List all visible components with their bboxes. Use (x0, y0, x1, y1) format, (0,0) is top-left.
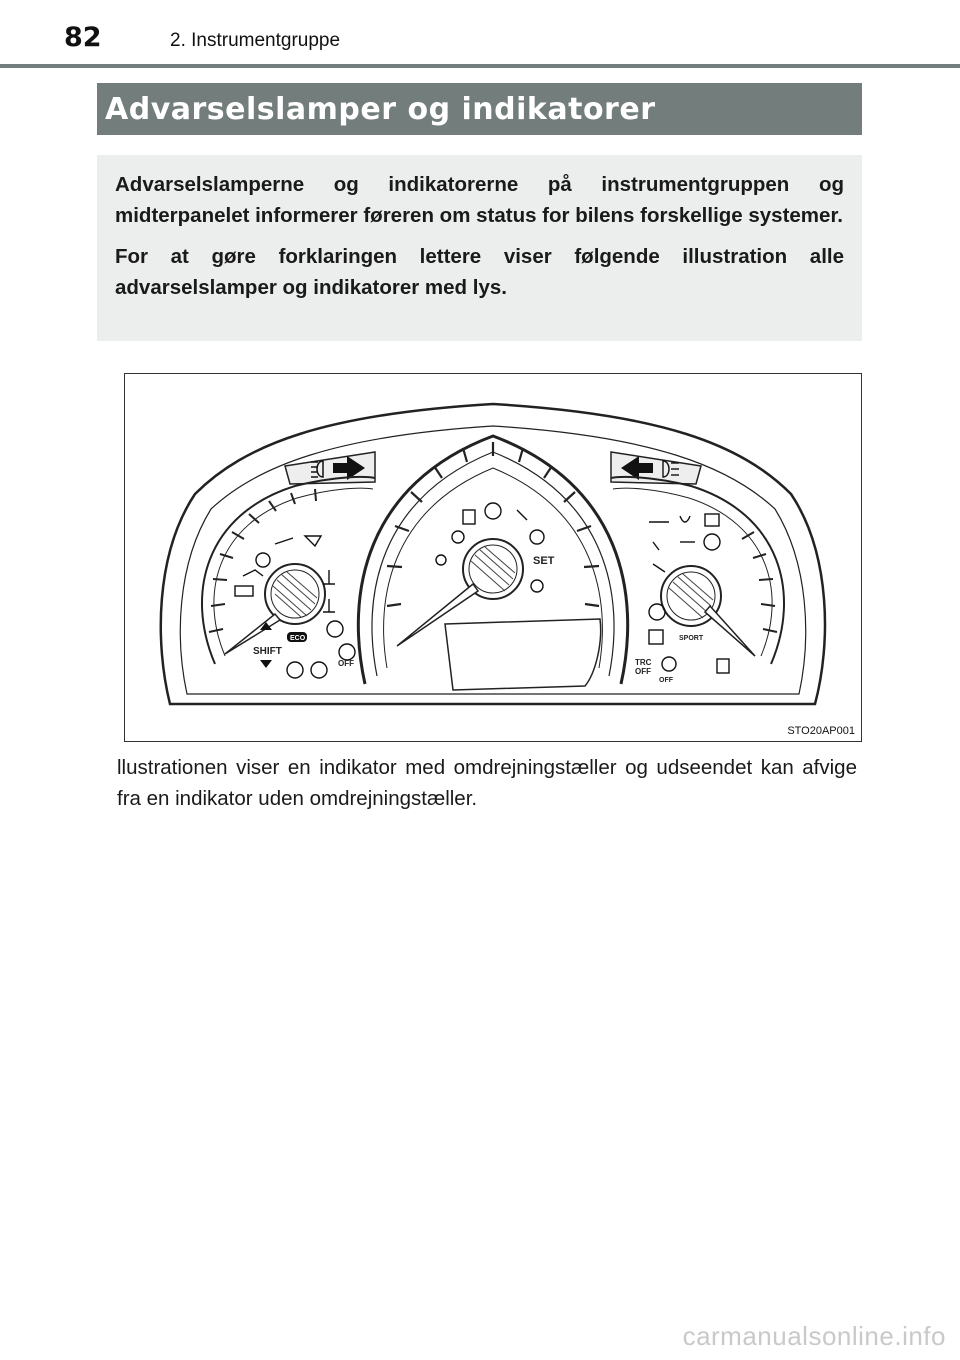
intro-paragraph-2: For at gøre forklaringen lettere viser følgende illustration alle advarselslamper og indikatorer med lys. (115, 245, 844, 299)
maintenance-wrench-icon (275, 538, 293, 544)
chapter-title: 2. Instrumentgruppe (170, 30, 341, 51)
section-title: Advarselslamper og indikatorer (105, 91, 656, 127)
page-number: 82 (64, 22, 102, 53)
sport-label: SPORT (679, 635, 704, 642)
rear-fog-icon (653, 564, 665, 572)
indicator-lamp-1-icon (287, 662, 303, 678)
fuel-needle (705, 606, 755, 656)
auto-stop-start-icon (327, 621, 343, 637)
trc-off-label: OFF (635, 667, 651, 676)
lane-departure-icon (649, 630, 663, 644)
engine-warning-icon (256, 553, 270, 567)
coolant-temp-icon (323, 570, 335, 584)
intro-box (97, 155, 862, 341)
indicator-lamp-2-icon (311, 662, 327, 678)
figure-caption: llustrationen viser en indikator med omdrejningstæller og udseendet kan afvige fra en indikator uden omdrejningstæller. (117, 756, 857, 810)
intro-paragraph-1: Advarselslamperne og indikatorerne på instrumentgruppen og midterpanelet informerer føreren om status for bilens forskellige systemer. (115, 173, 844, 227)
dpf-icon (705, 514, 719, 526)
set-label: SET (533, 555, 555, 567)
instrument-cluster-figure (124, 373, 862, 742)
shift-label: SHIFT (253, 646, 282, 657)
washer-fluid-icon (305, 536, 321, 546)
section-title-bar (97, 83, 862, 135)
vsc-off-label: OFF (659, 677, 673, 684)
auto-stop-start-off-icon (339, 644, 355, 660)
instrument-cluster-illustration (125, 374, 861, 741)
auto-off-label: OFF (338, 659, 354, 668)
vsc-off-icon (662, 657, 676, 671)
battery-warning-icon (235, 586, 253, 596)
watermark: carmanualsonline.info (682, 1321, 946, 1351)
glow-plug-icon (680, 516, 690, 522)
tpms-warning-icon (704, 534, 720, 550)
multi-information-display (445, 619, 601, 690)
fuel-pump-icon (717, 659, 729, 673)
figure-code: STO20AP001 (787, 725, 855, 737)
front-fog-icon (653, 542, 659, 550)
oil-pressure-icon (243, 570, 263, 576)
shift-down-icon (260, 660, 272, 668)
trc-label: TRC (635, 658, 652, 667)
abs-icon (649, 604, 665, 620)
header-divider (0, 64, 960, 68)
speedometer-gauge (358, 436, 627, 690)
eco-label: ECO (290, 635, 306, 642)
